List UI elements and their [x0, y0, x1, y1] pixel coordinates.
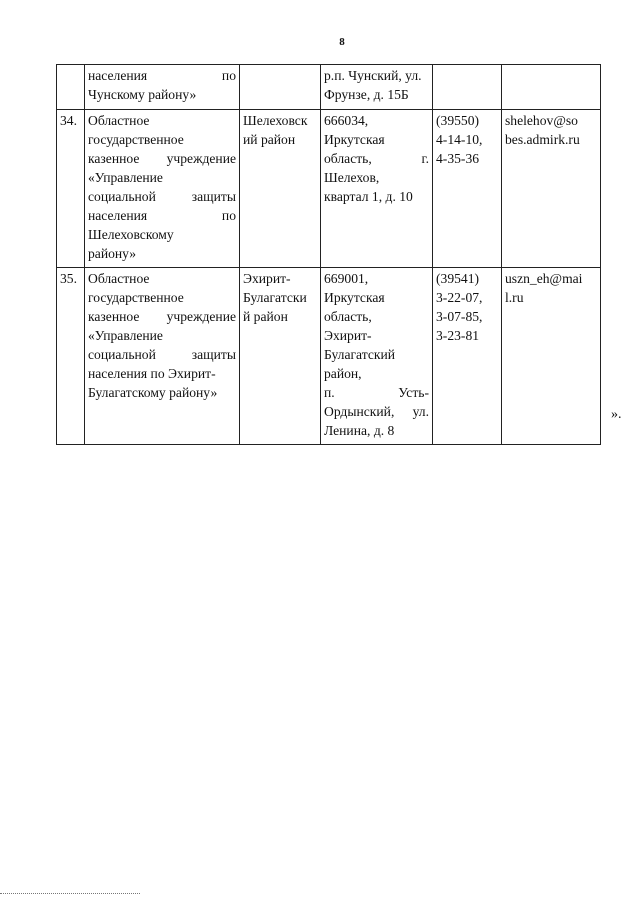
address-line: 669001,: [324, 271, 369, 286]
phone-line: 4-14-10,: [436, 132, 483, 147]
address-line: Иркутская: [324, 290, 385, 305]
name-line: социальной защиты: [88, 347, 236, 362]
institutions-table: [56, 64, 601, 445]
name-line: Областное: [88, 271, 150, 286]
footer-rule: [0, 893, 140, 894]
district-line: Эхирит-: [243, 271, 291, 286]
address-line: район,: [324, 366, 362, 381]
address-cell: [321, 110, 433, 268]
name-line: району»: [88, 246, 137, 261]
address-line: Эхирит-: [324, 328, 372, 343]
name-line: «Управление: [88, 328, 163, 343]
table-row: [57, 65, 601, 110]
address-line: Ленина, д. 8: [324, 423, 395, 438]
address-line: Фрунзе, д. 15Б: [324, 87, 409, 102]
institution-name-cell: [85, 268, 240, 445]
address-line: Шелехов,: [324, 170, 380, 185]
row-number-cell: 35.: [57, 268, 85, 445]
email-line: shelehov@so: [505, 113, 578, 128]
email-line: bes.admirk.ru: [505, 132, 580, 147]
name-line: государственное: [88, 132, 184, 147]
address-line: р.п. Чунский, ул.: [324, 68, 422, 83]
name-line: казенное учреждение: [88, 309, 236, 324]
address-line: область,: [324, 309, 372, 324]
institution-name-cell: [85, 110, 240, 268]
name-line: Шелеховскому: [88, 227, 174, 242]
district-line: ий район: [243, 132, 296, 147]
phone-cell: [433, 65, 502, 110]
address-line: квартал 1, д. 10: [324, 189, 413, 204]
address-cell: [321, 268, 433, 445]
phone-line: (39541): [436, 271, 480, 286]
name-line: населения по: [88, 68, 236, 83]
district-line: Шелеховск: [243, 113, 308, 128]
phone-line: (39550): [436, 113, 480, 128]
district-line: й район: [243, 309, 288, 324]
phone-line: 3-22-07,: [436, 290, 483, 305]
name-line: государственное: [88, 290, 184, 305]
address-line: 666034,: [324, 113, 369, 128]
row-number-cell: 34.: [57, 110, 85, 268]
email-cell: [502, 268, 601, 445]
name-line: Чунскому району»: [88, 87, 197, 102]
address-line: п. Усть-: [324, 385, 429, 400]
closing-quote: ».: [611, 407, 622, 422]
phone-line: 3-07-85,: [436, 309, 483, 324]
name-line: казенное учреждение: [88, 151, 236, 166]
phone-cell: [433, 268, 502, 445]
district-cell: [240, 110, 321, 268]
address-line: Ордынский, ул.: [324, 404, 429, 419]
institution-name-cell: [85, 65, 240, 110]
name-line: Булагатскому району»: [88, 385, 218, 400]
name-line: населения по Эхирит-: [88, 366, 216, 381]
phone-line: 4-35-36: [436, 151, 480, 166]
email-cell: [502, 65, 601, 110]
row-number-cell: [57, 65, 85, 110]
name-line: «Управление: [88, 170, 163, 185]
address-cell: [321, 65, 433, 110]
address-line: Иркутская: [324, 132, 385, 147]
address-line: область, г.: [324, 151, 429, 166]
name-line: социальной защиты: [88, 189, 236, 204]
email-line: l.ru: [505, 290, 524, 305]
phone-line: 3-23-81: [436, 328, 480, 343]
district-cell: [240, 65, 321, 110]
district-cell: [240, 268, 321, 445]
address-line: Булагатский: [324, 347, 396, 362]
table-row: [57, 268, 601, 445]
email-cell: [502, 110, 601, 268]
phone-cell: [433, 110, 502, 268]
email-line: uszn_eh@mai: [505, 271, 583, 286]
district-line: Булагатски: [243, 290, 307, 305]
table-row: [57, 110, 601, 268]
name-line: Областное: [88, 113, 150, 128]
name-line: населения по: [88, 208, 236, 223]
page-number: 8: [339, 36, 345, 48]
